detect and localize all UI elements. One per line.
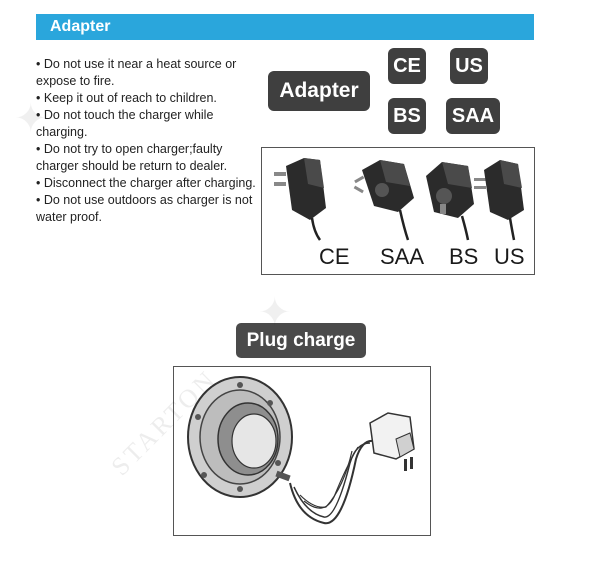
- wall-charger-icon: [370, 413, 414, 471]
- bullet-item: • Do not try to open charger;faulty charger should be return to dealer.: [36, 141, 266, 175]
- saa-adapter-icon: [354, 160, 414, 240]
- adapter-badge: Adapter: [268, 71, 370, 111]
- adapter-label-ce: CE: [319, 244, 350, 269]
- charger-cable: [290, 441, 374, 523]
- ce-badge: CE: [388, 48, 426, 84]
- adapter-types-image: [261, 147, 535, 275]
- section-title: Adapter: [50, 18, 111, 35]
- saa-badge: SAA: [446, 98, 500, 134]
- adapter-label-bs: BS: [449, 244, 479, 269]
- charging-port-icon: [188, 377, 292, 497]
- watermark-star-icon: ✦: [14, 97, 48, 141]
- plug-charge-badge: Plug charge: [236, 323, 366, 358]
- ce-adapter-icon: [274, 158, 326, 240]
- adapter-label-saa: SAA: [380, 244, 425, 269]
- bullet-item: • Do not use outdoors as charger is not water proof.: [36, 192, 266, 226]
- us-adapter-icon: [474, 160, 524, 240]
- us-badge: US: [450, 48, 488, 84]
- bullet-item: • Keep it out of reach to children.: [36, 90, 266, 107]
- bullet-item: • Do not touch the charger while charging.: [36, 107, 266, 141]
- safety-bullet-list: [36, 56, 266, 226]
- section-header-bar: [36, 14, 534, 40]
- plug-charge-image: [173, 366, 431, 536]
- watermark-star-icon: ✦: [258, 291, 292, 335]
- bullet-item: • Disconnect the charger after charging.: [36, 175, 266, 192]
- bullet-item: • Do not use it near a heat source or expose to fire.: [36, 56, 266, 90]
- watermark-text: STARTON: [105, 364, 223, 482]
- plug-charge-illustration: [174, 367, 432, 537]
- adapter-label-us: US: [494, 244, 525, 269]
- bs-adapter-icon: [426, 162, 474, 240]
- bs-badge: BS: [388, 98, 426, 134]
